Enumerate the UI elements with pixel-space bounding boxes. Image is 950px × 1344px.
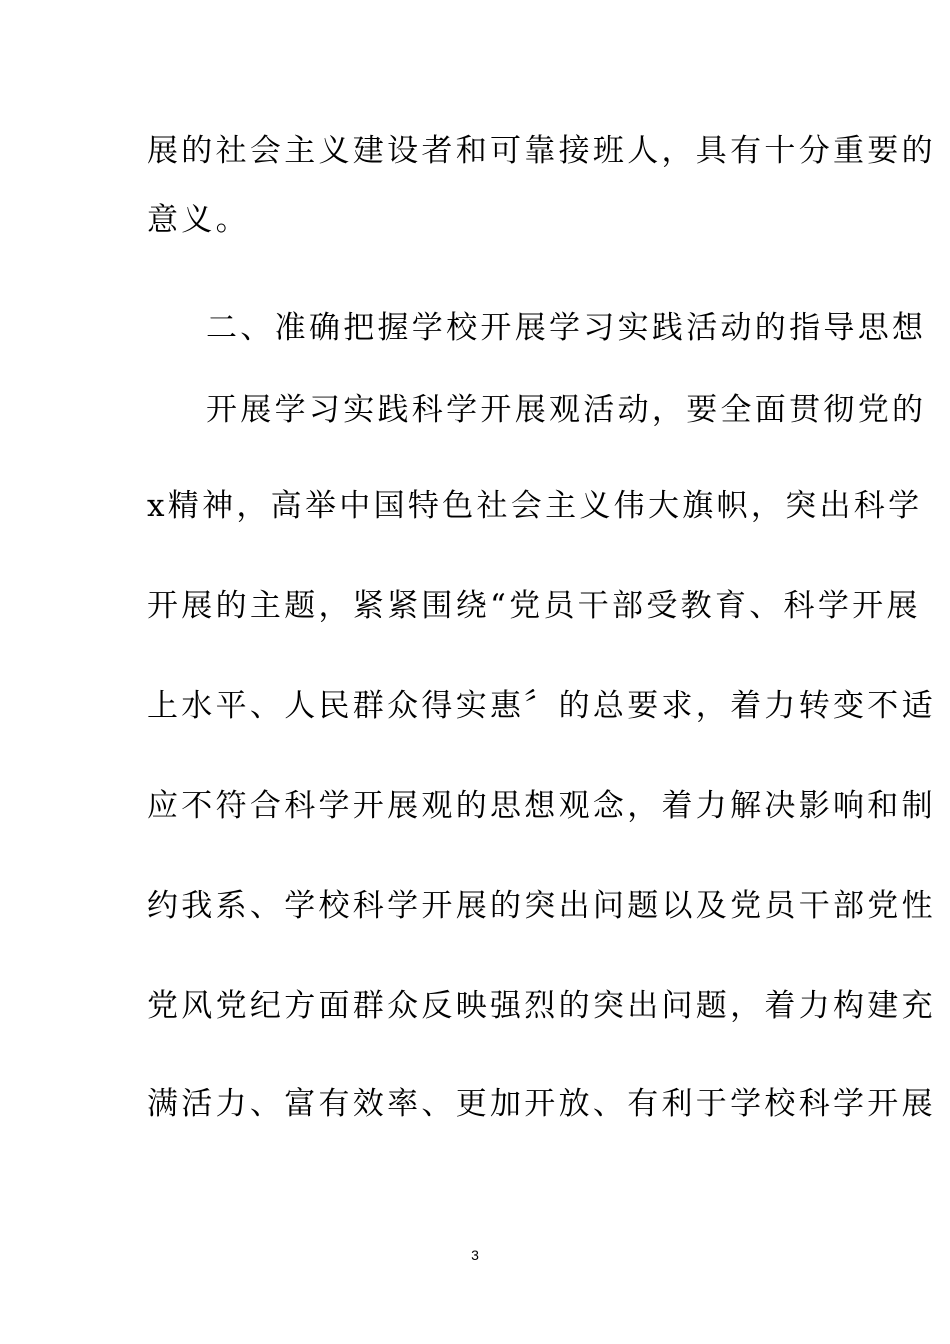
body-text-line: 上水平、人民群众得实惠〞的总要求，着力转变不适 bbox=[147, 688, 936, 724]
body-text-line: 应不符合科学开展观的思想观念，着力解决影响和制 bbox=[147, 788, 936, 824]
body-text-line: 约我系、学校科学开展的突出问题以及党员干部党性 bbox=[147, 888, 936, 924]
body-text-line: x精神，高举中国特色社会主义伟大旗帜，突出科学 bbox=[147, 488, 923, 524]
body-text-line: 满活力、富有效率、更加开放、有利于学校科学开展 bbox=[147, 1086, 936, 1122]
body-text-line: 开展的主题，紧紧围绕“党员干部受教育、科学开展 bbox=[147, 588, 921, 624]
section-heading: 二、准确把握学校开展学习实践活动的指导思想 bbox=[206, 310, 927, 346]
page-number: 3 bbox=[471, 1247, 479, 1263]
body-text-line: 意义。 bbox=[147, 202, 250, 238]
body-text-line: 开展学习实践科学开展观活动，要全面贯彻党的 bbox=[206, 392, 927, 428]
body-text-line: 展的社会主义建设者和可靠接班人，具有十分重要的 bbox=[147, 133, 936, 169]
body-text-line: 党风党纪方面群众反映强烈的突出问题，着力构建充 bbox=[147, 988, 936, 1024]
